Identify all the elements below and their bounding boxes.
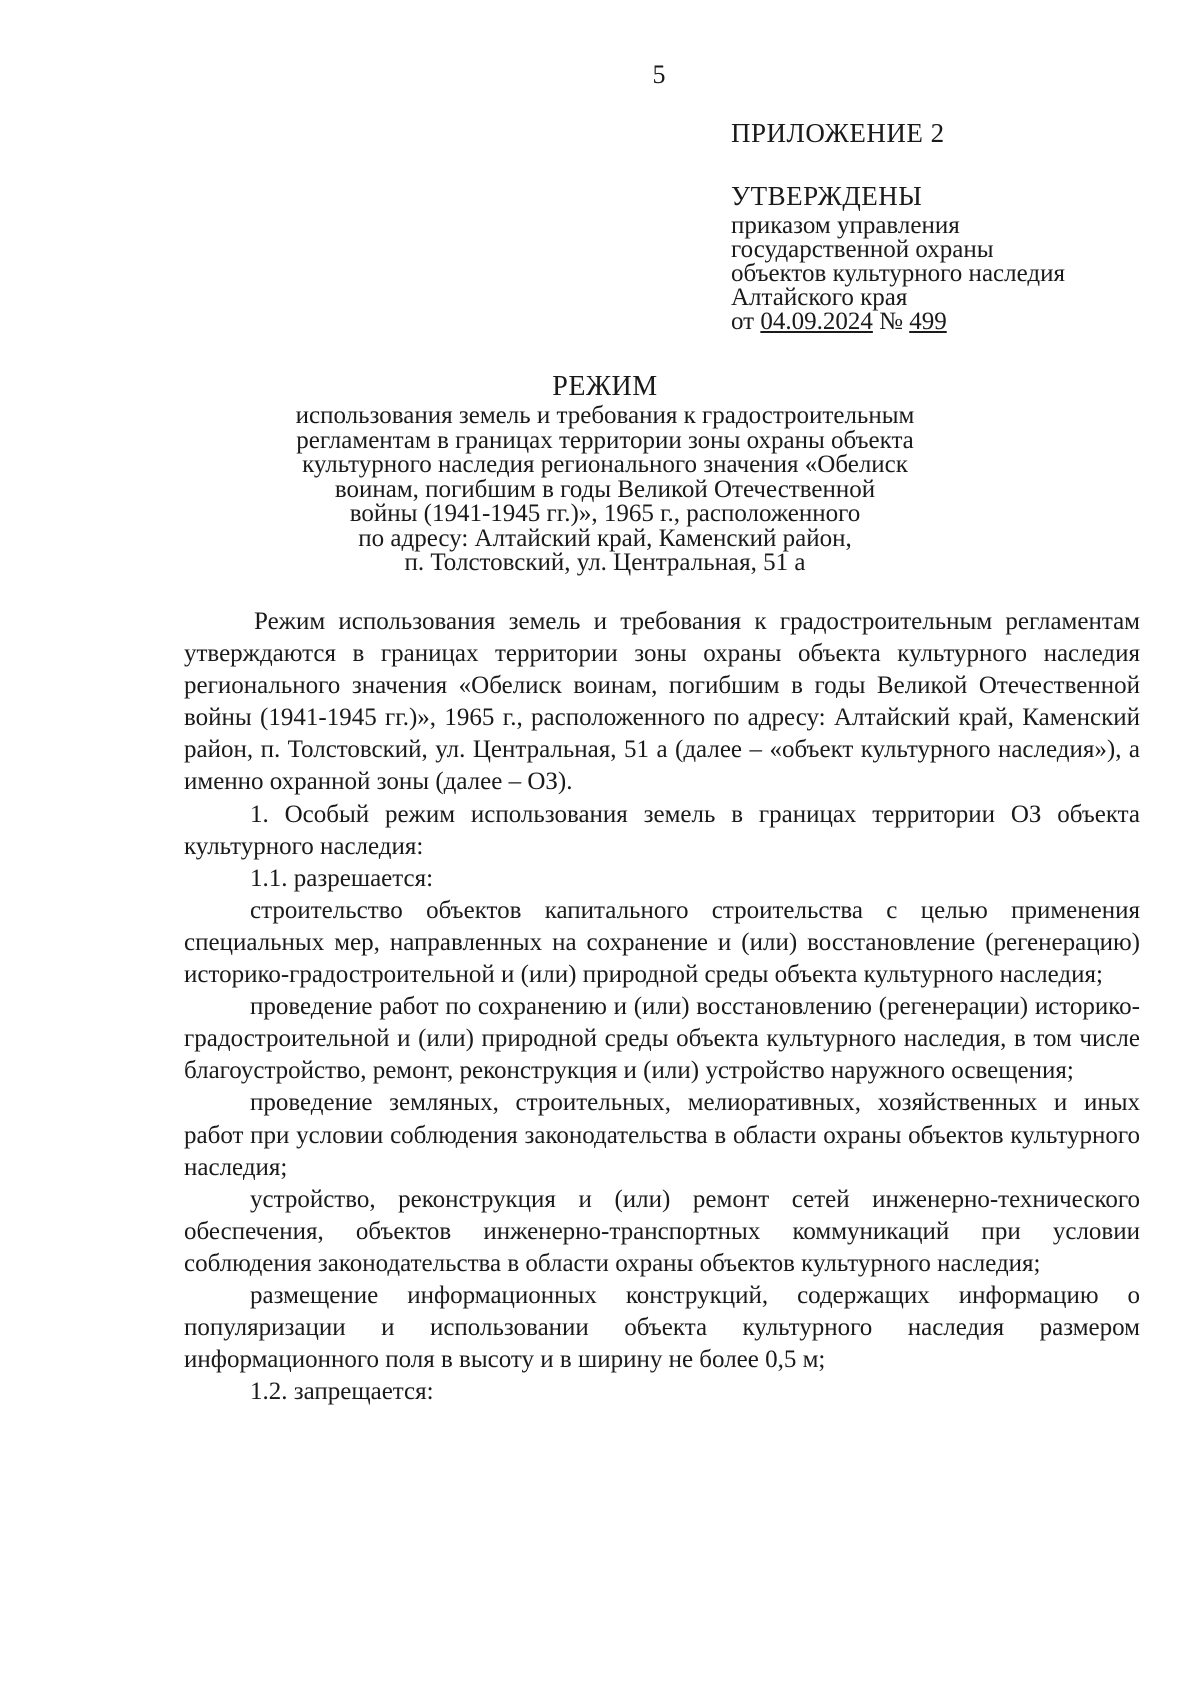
date-prefix: от xyxy=(731,308,761,335)
title-heading: РЕЖИМ xyxy=(552,371,658,402)
title-line: использования земель и требования к градостроительным xyxy=(295,402,915,429)
document-body xyxy=(184,606,1140,1408)
appendix-label: ПРИЛОЖЕНИЕ 2 xyxy=(731,118,945,148)
approval-heading: УТВЕРЖДЕНЫ xyxy=(731,181,923,211)
permitted-item: проведение земляных, строительных, мелиоративных, хозяйственных и иных работ при условии соблюдения законодательства в области охраны объектов культурного наследия; xyxy=(184,1089,1140,1181)
order-date: 04.09.2024 xyxy=(760,308,873,335)
title-line: культурного наследия регионального значения «Обелиск xyxy=(302,451,908,478)
approval-line: государственной охраны xyxy=(731,236,994,263)
approval-date-line xyxy=(731,310,1065,334)
permitted-item: проведение работ по сохранению и (или) восстановлению (регенерации) историко-градостроительной и (или) природной среды объекта культурного наследия, в том числе благоустройство, ремонт, реконструкция и (или) устройство наружного освещения; xyxy=(184,993,1140,1085)
subsection-1-2-heading: 1.2. запрещается: xyxy=(250,1378,434,1406)
title-line: по адресу: Алтайский край, Каменский район, xyxy=(358,524,852,552)
page-number: 5 xyxy=(652,60,666,89)
subsection-1-1-heading: 1.1. разрешается: xyxy=(250,864,434,892)
permitted-item: строительство объектов капитального строительства с целью применения специальных мер, направленных на сохранение и (или) восстановление (регенерацию) историко-градостроительной и (или) природной среды объекта культурного наследия; xyxy=(184,896,1140,989)
order-number: 499 xyxy=(909,308,947,335)
approval-line: Алтайского края xyxy=(731,284,908,311)
title-line: воинам, погибшим в годы Великой Отечественной xyxy=(334,475,876,503)
approval-block xyxy=(731,181,1065,335)
intro-paragraph: Режим использования земель и требования к градостроительным регламентам утверждаются в границах территории зоны охраны объекта культурного наследия регионального значения «Обелиск воинам, погибшим в годы Великой Отечественной войны (1941-1945 гг.)», 1965 г., расположенного по адресу: Алтайский край, Каменский район, п. Толстовский, ул. Центральная, 51 а (далее – «объект культурного наследия»), а именно охранной зоны (далее – ОЗ). xyxy=(184,608,1140,796)
approval-line: объектов культурного наследия xyxy=(731,260,1065,287)
title-line: п. Толстовский, ул. Центральная, 51 а xyxy=(404,549,806,576)
document-title xyxy=(190,372,1020,576)
approval-line: приказом управления xyxy=(731,212,960,239)
permitted-item: размещение информационных конструкций, содержащих информацию о популяризации и использовании объекта культурного наследия размером информационного поля в высоту и в ширину не более 0,5 м; xyxy=(184,1281,1140,1374)
title-line: регламентам в границах территории зоны охраны объекта xyxy=(296,426,914,454)
permitted-item: устройство, реконструкция и (или) ремонт сетей инженерно-технического обеспечения, объектов инженерно-транспортных коммуникаций при условии соблюдения законодательства в области охраны объектов культурного наследия; xyxy=(184,1185,1140,1277)
number-sign: № xyxy=(872,308,910,335)
section-1-heading: 1. Особый режим использования земель в границах территории ОЗ объекта культурного наследия: xyxy=(184,800,1140,860)
title-line: войны (1941-1945 гг.)», 1965 г., расположенного xyxy=(349,500,861,527)
